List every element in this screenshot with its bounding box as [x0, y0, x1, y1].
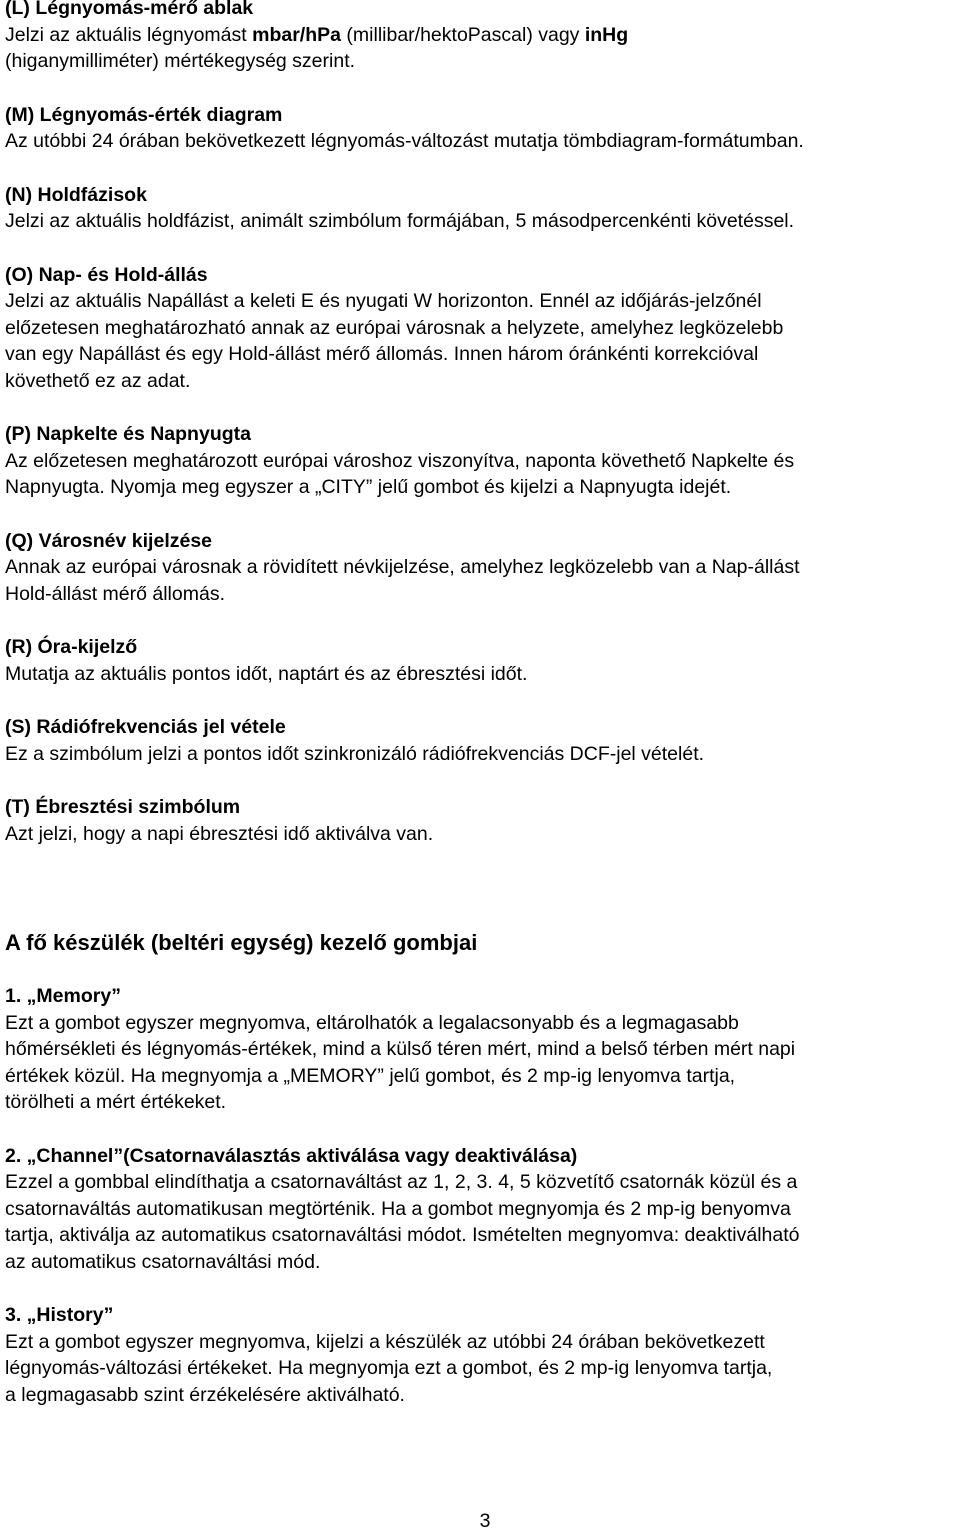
section-body: Mutatja az aktuális pontos időt, naptárt és az ébresztési időt.	[5, 662, 528, 685]
section-body: Az utóbbi 24 órában bekövetkezett légnyomás-változást mutatja tömbdiagram-formátumban.	[5, 130, 804, 152]
buttons-heading: A fő készülék (beltéri egység) kezelő gombjai	[5, 930, 478, 955]
section-title: 2. „Channel”(Csatornaválasztás aktiválása vagy deaktiválása)	[5, 1144, 578, 1167]
section-body-line: Ezt a gombot egyszer megnyomva, eltárolhatók a legalacsonyabb és a legmagasabb	[5, 1011, 739, 1034]
section-title: (N) Holdfázisok	[5, 183, 147, 206]
section-body: Ez a szimbólum jelzi a pontos időt szinkronizáló rádiófrekvenciás DCF-jel vételét.	[5, 742, 705, 765]
section-l	[5, 0, 955, 75]
page-number: 3	[479, 1510, 491, 1532]
section-m	[5, 102, 955, 155]
section-p	[5, 421, 955, 501]
section-r	[5, 634, 955, 687]
section-title: (R) Óra-kijelző	[5, 636, 138, 658]
section-body	[5, 22, 955, 49]
unit-inhg: inHg	[584, 23, 629, 46]
button-memory-section	[5, 983, 955, 1116]
section-body: (higanymilliméter) mértékegység szerint.	[5, 50, 356, 72]
section-body-line: az automatikus csatornaváltási mód.	[5, 1250, 321, 1273]
section-title: (Q) Városnév kijelzése	[5, 529, 213, 552]
section-body-line: Jelzi az aktuális Napállást a keleti E és nyugati W horizonton. Ennél az időjárás-jelzőnél	[5, 290, 762, 312]
section-body-line: csatornaváltás automatikusan megtörténik. Ha a gombot megnyomja és 2 mp-ig benyomva	[5, 1197, 791, 1220]
section-title: (P) Napkelte és Napnyugta	[5, 423, 251, 445]
section-body-line: Napnyugta. Nyomja meg egyszer a „CITY” jelű gombot és kijelzi a Napnyugta idejét.	[5, 476, 732, 498]
section-title: (L) Légnyomás-mérő ablak	[5, 0, 254, 19]
section-o	[5, 262, 955, 395]
document-page	[5, 0, 955, 1435]
section-body-line: Annak az európai városnak a rövidített névkijelzése, amelyhez legközelebb van a Nap-állást	[5, 556, 800, 578]
button-history-section	[5, 1302, 955, 1408]
body-text: (millibar/hektoPascal) vagy	[341, 23, 585, 46]
section-title: (S) Rádiófrekvenciás jel vétele	[5, 716, 286, 738]
section-title: (T) Ébresztési szimbólum	[5, 796, 241, 818]
section-body-line: előzetesen meghatározható annak az európai városnak a helyzete, amelyhez legközelebb	[5, 316, 784, 339]
section-spacer	[5, 874, 955, 928]
section-body-line: tartja, aktiválja az automatikus csatornaváltási módot. Ismételten megnyomva: deaktiválható	[5, 1224, 800, 1246]
section-body-line: a legmagasabb szint érzékelésére aktiválható.	[5, 1383, 405, 1406]
section-body: Jelzi az aktuális holdfázist, animált szimbólum formájában, 5 másodpercenkénti követéssel.	[5, 210, 795, 232]
section-body-line: Ezt a gombot egyszer megnyomva, kijelzi a készülék az utóbbi 24 órában bekövetkezett	[5, 1330, 765, 1353]
section-title: 3. „History”	[5, 1304, 114, 1326]
unit-mbar: mbar/hPa	[252, 23, 341, 46]
section-body-line: légnyomás-változási értékeket. Ha megnyomja ezt a gombot, és 2 mp-ig lenyomva tartja,	[5, 1357, 773, 1379]
section-body-line: van egy Napállást és egy Hold-állást mérő állomás. Innen három óránkénti korrekcióval	[5, 343, 759, 365]
body-text: Jelzi az aktuális légnyomást	[5, 23, 253, 46]
section-title: (M) Légnyomás-érték diagram	[5, 103, 283, 126]
section-t	[5, 794, 955, 847]
section-body-line: követhető ez az adat.	[5, 369, 191, 392]
section-body: Azt jelzi, hogy a napi ébresztési idő aktiválva van.	[5, 822, 434, 845]
section-body-line: Hold-állást mérő állomás.	[5, 582, 225, 605]
section-body-line: értékek közül. Ha megnyomja a „MEMORY” jelű gombot, és 2 mp-ig lenyomva tartja,	[5, 1064, 736, 1087]
section-title: (O) Nap- és Hold-állás	[5, 263, 208, 286]
section-n	[5, 182, 955, 235]
section-body-line: Ezzel a gombbal elindíthatja a csatornaváltást az 1, 2, 3. 4, 5 közvetítő csatornák közül és a	[5, 1171, 798, 1193]
section-q	[5, 528, 955, 608]
section-s	[5, 714, 955, 767]
button-channel-section	[5, 1143, 955, 1276]
section-body-line: törölheti a mért értékeket.	[5, 1091, 227, 1113]
section-title: 1. „Memory”	[5, 985, 121, 1007]
section-body-line: hőmérsékleti és légnyomás-értékek, mind a külső téren mért, mind a belső térben mért napi	[5, 1038, 796, 1060]
section-body-line: Az előzetesen meghatározott európai városhoz viszonyítva, naponta követhető Napkelte és	[5, 449, 795, 472]
